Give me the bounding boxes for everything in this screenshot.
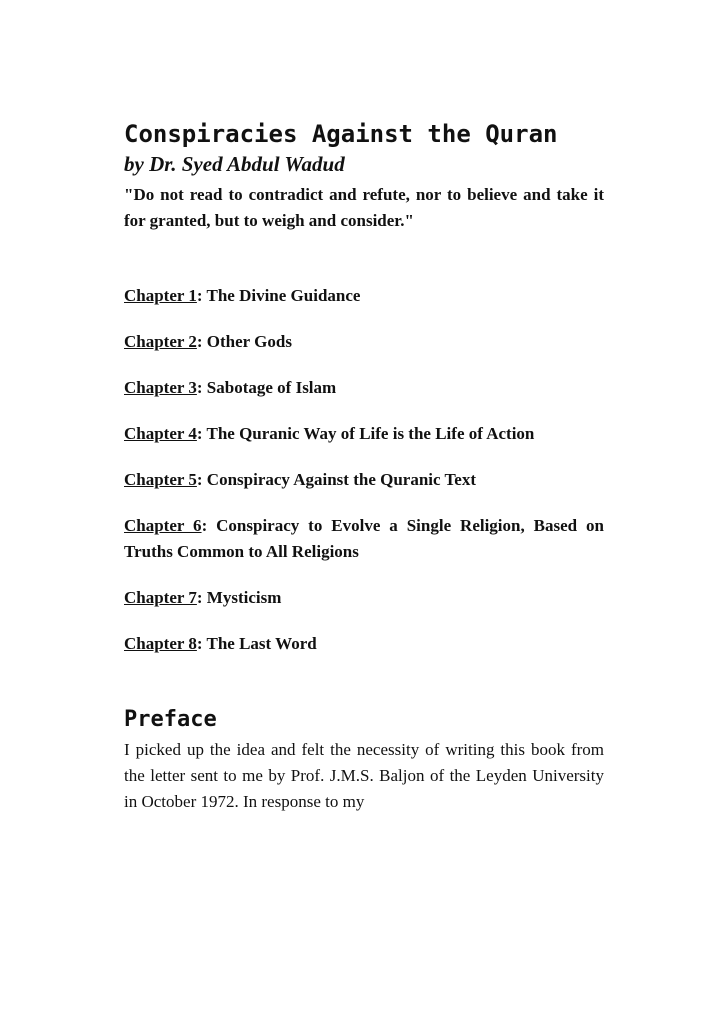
chapter-8-title: : The Last Word bbox=[196, 634, 317, 653]
epigraph-quote: "Do not read to contradict and refute, nor to believe and take it for granted, but to weigh and consider." bbox=[124, 185, 604, 230]
toc-item-chapter-3 bbox=[124, 375, 604, 401]
toc-item-chapter-7 bbox=[124, 585, 604, 611]
document-page bbox=[124, 118, 604, 815]
toc-item-chapter-4 bbox=[124, 421, 604, 447]
chapter-5-title: : Conspiracy Against the Quranic Text bbox=[196, 470, 476, 489]
toc-item-chapter-1 bbox=[124, 283, 604, 309]
document-author: by Dr. Syed Abdul Wadud bbox=[124, 152, 345, 176]
preface-paragraph: I picked up the idea and felt the necessity of writing this book from the letter sent to me by Prof. J.M.S. Baljon of the Leyden University in October 1972. In response to my bbox=[124, 740, 604, 811]
toc-item-chapter-5 bbox=[124, 467, 604, 493]
preface-heading: Preface bbox=[124, 707, 217, 732]
chapter-7-title: : Mysticism bbox=[196, 588, 282, 607]
toc-item-chapter-8 bbox=[124, 631, 604, 657]
chapter-3-link[interactable]: Chapter 3 bbox=[124, 378, 197, 397]
document-title: Conspiracies Against the Quran bbox=[124, 120, 558, 148]
chapter-4-title: : The Quranic Way of Life is the Life of Action bbox=[196, 424, 535, 443]
chapter-6-title: : Conspiracy to Evolve a Single Religion, Based on Truths Common to All Religions bbox=[124, 516, 604, 561]
chapter-7-link[interactable]: Chapter 7 bbox=[124, 588, 197, 607]
chapter-5-link[interactable]: Chapter 5 bbox=[124, 470, 197, 489]
chapter-2-link[interactable]: Chapter 2 bbox=[124, 332, 197, 351]
chapter-8-link[interactable]: Chapter 8 bbox=[124, 634, 197, 653]
toc-item-chapter-2 bbox=[124, 329, 604, 355]
chapter-3-title: : Sabotage of Islam bbox=[196, 378, 337, 397]
chapter-2-title: : Other Gods bbox=[196, 332, 292, 351]
chapter-1-title: : The Divine Guidance bbox=[196, 286, 361, 305]
chapter-4-link[interactable]: Chapter 4 bbox=[124, 424, 197, 443]
chapter-1-link[interactable]: Chapter 1 bbox=[124, 286, 197, 305]
toc-item-chapter-6 bbox=[124, 513, 604, 565]
table-of-contents bbox=[124, 283, 604, 657]
chapter-6-link[interactable]: Chapter 6 bbox=[124, 516, 202, 535]
